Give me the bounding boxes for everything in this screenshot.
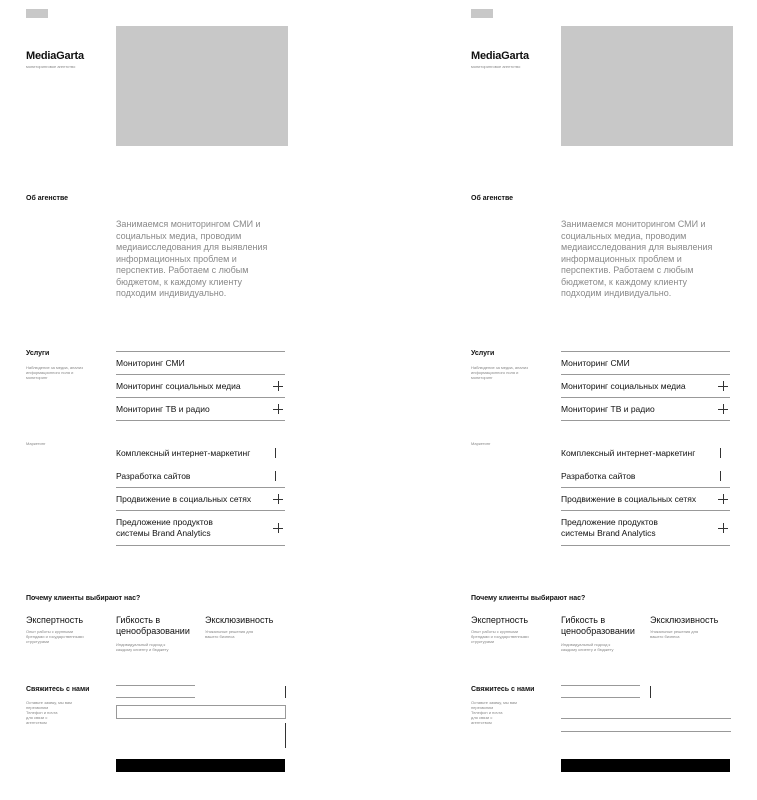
about-text: Занимаемся мониторингом СМИ и социальных медиа, проводим медиаисследования для выявления информационных проблем и перспектив. Работаем с любым бюджетом, к каждому клиенту подходим индивидуально. (561, 219, 713, 298)
service-item-web-dev[interactable] (116, 465, 285, 488)
bar-icon (275, 448, 276, 458)
text-cursor (285, 686, 286, 698)
services-title: Услуги (471, 350, 495, 357)
plus-icon[interactable] (273, 404, 283, 414)
submit-button[interactable] (561, 759, 730, 772)
submit-button[interactable] (116, 759, 285, 772)
service-item-brand-analytics[interactable] (561, 511, 730, 546)
why-item-desc: Уникальные решения для вашего бизнеса (205, 629, 254, 639)
service-item-label: Комплексный интернет-маркетинг (561, 447, 696, 458)
service-item-internet-marketing[interactable] (116, 441, 285, 465)
service-item-label: Мониторинг СМИ (561, 357, 630, 368)
service-item-label: Разработка сайтов (561, 470, 636, 481)
plus-icon[interactable] (718, 381, 728, 391)
plus-icon[interactable] (273, 381, 283, 391)
why-item-title: Экспертность (26, 615, 84, 625)
email-field[interactable] (561, 705, 731, 719)
bar-icon (720, 448, 721, 458)
service-item-internet-marketing[interactable] (561, 441, 730, 465)
services-group2-label: Маркетинг (26, 441, 46, 446)
service-item-label: Мониторинг ТВ и радио (116, 403, 210, 414)
why-item-title: Экспертность (471, 615, 529, 625)
plus-icon[interactable] (718, 404, 728, 414)
name-field[interactable] (561, 685, 640, 686)
text-cursor (650, 686, 651, 698)
brand-name[interactable]: MediaGarta (471, 50, 529, 62)
service-item-media[interactable] (561, 352, 730, 375)
message-field[interactable] (561, 731, 731, 732)
hero-image-placeholder (561, 26, 733, 146)
why-item-title: Эксклюзивность (650, 615, 719, 625)
service-item-web-dev[interactable] (561, 465, 730, 488)
service-item-smm[interactable] (116, 488, 285, 511)
service-item-smm[interactable] (561, 488, 730, 511)
bar-icon (275, 471, 276, 481)
plus-icon[interactable] (273, 494, 283, 504)
service-item-label: Мониторинг социальных медиа (116, 380, 241, 391)
contact-extra: Телефон и почта для связи с агентством (26, 710, 58, 725)
why-item-desc: Индивидуальный подход к каждому клиенту и бюджету (116, 642, 169, 652)
service-item-label: Предложение продуктов системы Brand Analytics (561, 517, 658, 538)
service-item-label: Мониторинг ТВ и радио (561, 403, 655, 414)
phone-field[interactable] (561, 697, 640, 698)
service-item-label: Продвижение в социальных сетях (116, 493, 252, 504)
why-item-title: Гибкость в ценообразовании (116, 615, 190, 636)
hero-image-placeholder (116, 26, 288, 146)
services-list-marketing (561, 441, 730, 546)
phone-field[interactable] (116, 697, 195, 698)
services-subtitle: Наблюдение за медиа, анализ информационного поля и мониторинг (26, 365, 83, 380)
services-list-media (116, 351, 285, 421)
service-item-social[interactable] (561, 375, 730, 398)
contact-subtitle: Оставьте заявку, мы вам перезвоним (26, 700, 72, 710)
why-item-desc: Уникальные решения для вашего бизнеса (650, 629, 699, 639)
about-title: Об агенстве (26, 195, 69, 202)
contact-subtitle: Оставьте заявку, мы вам перезвоним (471, 700, 517, 710)
plus-icon[interactable] (718, 523, 728, 533)
brand-tagline: мониторинговое агентство (26, 64, 76, 69)
brand-tagline: мониторинговое агентство (471, 64, 521, 69)
why-title: Почему клиенты выбирают нас? (471, 595, 586, 602)
services-subtitle: Наблюдение за медиа, анализ информационного поля и мониторинг (471, 365, 528, 380)
why-item-desc: Опыт работы с крупными брендами и государственными структурами (26, 629, 84, 644)
plus-icon[interactable] (718, 494, 728, 504)
service-item-brand-analytics[interactable] (116, 511, 285, 546)
why-title: Почему клиенты выбирают нас? (26, 595, 141, 602)
name-field[interactable] (116, 685, 195, 686)
contact-extra: Телефон и почта для связи с агентством (471, 710, 503, 725)
brand-name[interactable]: MediaGarta (26, 50, 84, 62)
page-column-left (26, 0, 288, 800)
service-item-media[interactable] (116, 352, 285, 375)
why-item-desc: Индивидуальный подход к каждому клиенту и бюджету (561, 642, 614, 652)
services-list-marketing (116, 441, 285, 546)
about-title: Об агенстве (471, 195, 514, 202)
service-item-label: Разработка сайтов (116, 470, 191, 481)
bar-icon (720, 471, 721, 481)
why-item-title: Эксклюзивность (205, 615, 274, 625)
service-item-tv-radio[interactable] (116, 398, 285, 421)
logo-placeholder[interactable] (471, 9, 493, 18)
services-list-media (561, 351, 730, 421)
service-item-label: Комплексный интернет-маркетинг (116, 447, 251, 458)
message-field-edge (285, 723, 286, 748)
services-title: Услуги (26, 350, 50, 357)
page-column-right (471, 0, 733, 800)
service-item-label: Мониторинг социальных медиа (561, 380, 686, 391)
service-item-tv-radio[interactable] (561, 398, 730, 421)
service-item-label: Предложение продуктов системы Brand Analytics (116, 517, 213, 538)
service-item-label: Продвижение в социальных сетях (561, 493, 697, 504)
contact-title: Свяжитесь с нами (471, 686, 535, 693)
service-item-label: Мониторинг СМИ (116, 357, 185, 368)
services-group2-label: Маркетинг (471, 441, 491, 446)
why-item-title: Гибкость в ценообразовании (561, 615, 635, 636)
about-text: Занимаемся мониторингом СМИ и социальных медиа, проводим медиаисследования для выявления информационных проблем и перспектив. Работаем с любым бюджетом, к каждому клиенту подходим индивидуально. (116, 219, 268, 298)
email-field[interactable] (116, 705, 286, 719)
why-item-desc: Опыт работы с крупными брендами и государственными структурами (471, 629, 529, 644)
logo-placeholder[interactable] (26, 9, 48, 18)
contact-title: Свяжитесь с нами (26, 686, 90, 693)
service-item-social[interactable] (116, 375, 285, 398)
plus-icon[interactable] (273, 523, 283, 533)
